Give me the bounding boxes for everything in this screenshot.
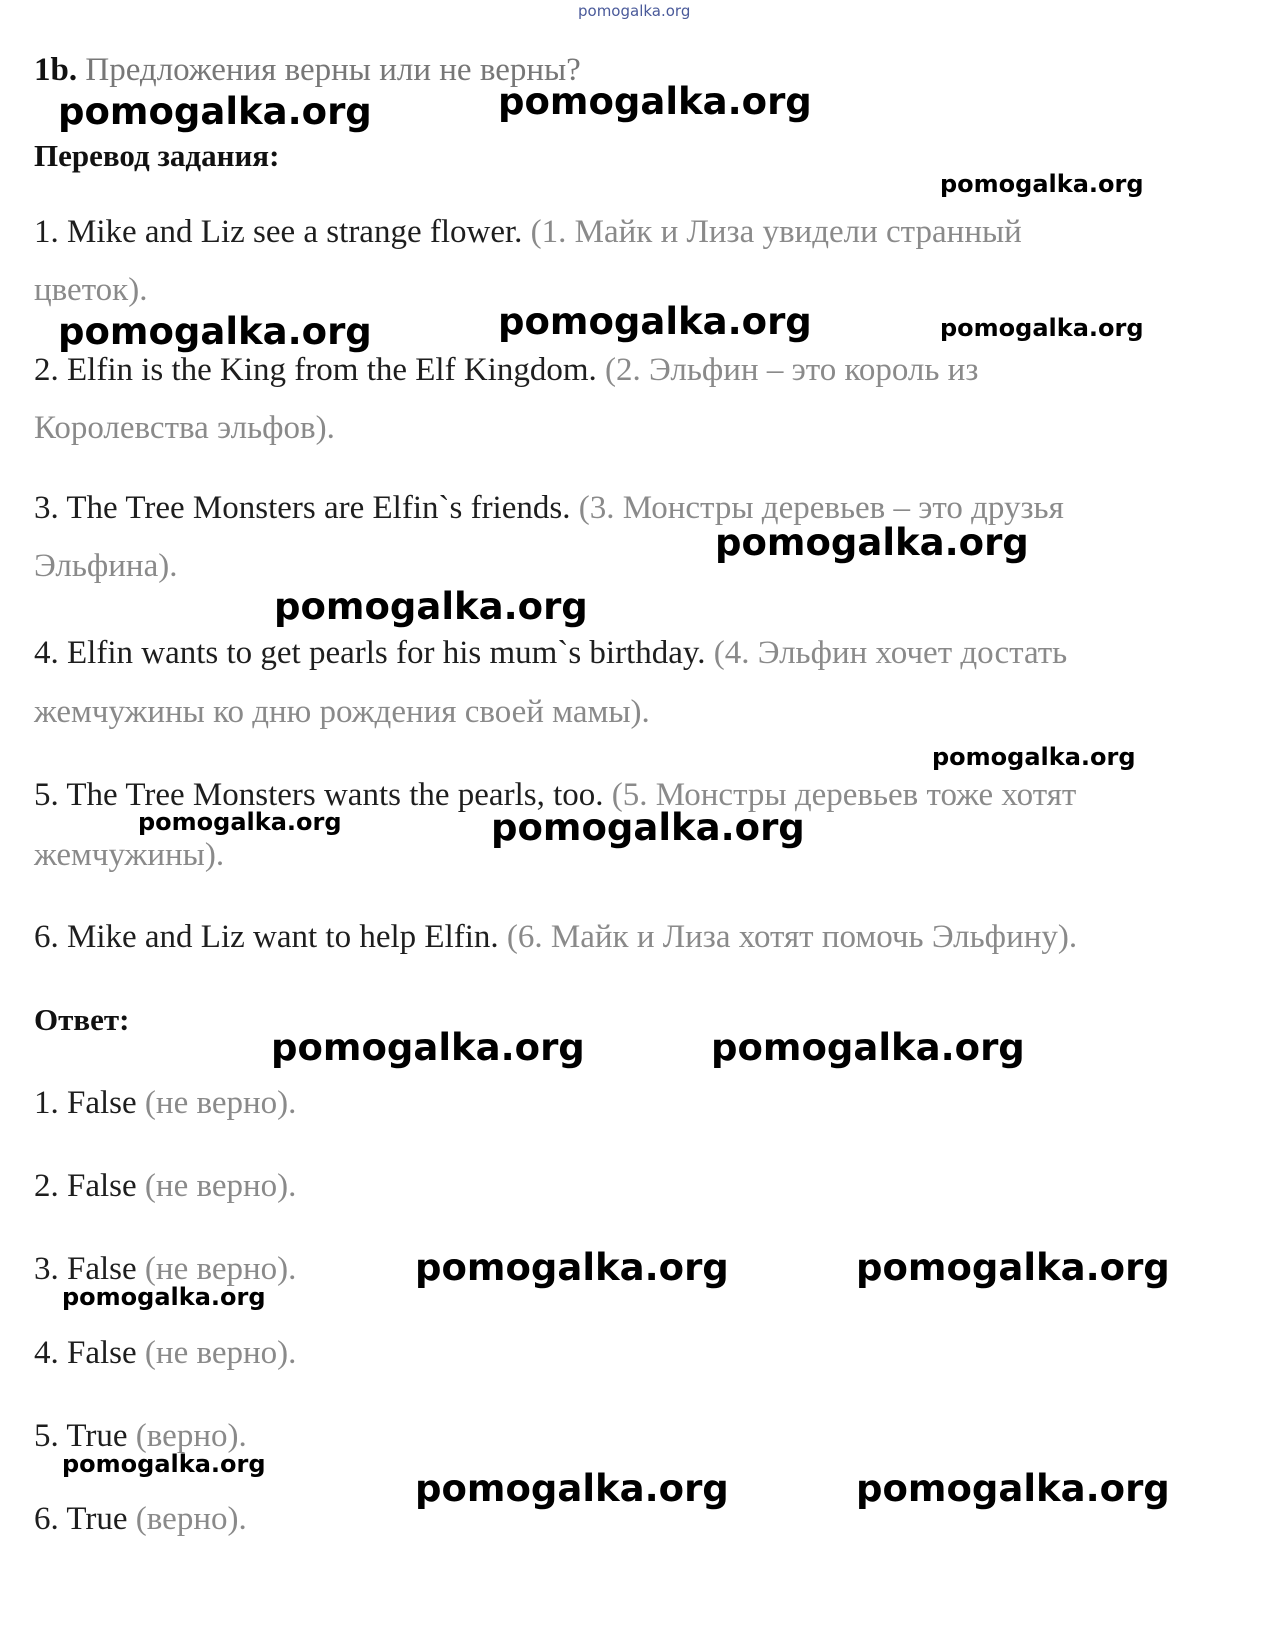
sentence-2-ru: (2. Эльфин – это король из [605,352,979,388]
sentence-5-ru-cont: жемчужины). [34,837,225,873]
watermark: pomogalka.org [715,521,1029,564]
sentence-6 [34,917,1077,957]
sentence-1-ru: (1. Майк и Лиза увидели странный [530,214,1022,250]
sentence-1-en: 1. Mike and Liz see a strange flower. [34,214,523,250]
answer-1-en: 1. False [34,1085,137,1121]
task-number: 1b. [34,52,78,88]
answer-5-ru: (верно). [135,1418,247,1454]
answer-1-ru: (не верно). [144,1085,297,1121]
sentence-4 [34,633,1067,673]
watermark: pomogalka.org [58,90,372,133]
watermark: pomogalka.org [274,585,588,628]
answer-2 [34,1166,296,1206]
sentence-5-ru: (5. Монстры деревьев тоже хотят [611,777,1077,813]
answer-4-en: 4. False [34,1335,137,1371]
watermark: pomogalka.org [856,1246,1170,1289]
watermark: pomogalka.org [711,1026,1025,1069]
watermark: pomogalka.org [940,170,1144,198]
sentence-2 [34,350,978,390]
sentence-3-ru: (3. Монстры деревьев – это друзья [578,490,1064,526]
sentence-3-en: 3. The Tree Monsters are Elfin`s friends. [34,490,571,526]
answer-heading: Ответ: [34,1002,130,1037]
watermark: pomogalka.org [58,310,372,353]
answer-1 [34,1083,296,1123]
sentence-6-en: 6. Mike and Liz want to help Elfin. [34,919,499,955]
watermark: pomogalka.org [415,1246,729,1289]
task-instruction: Предложения верны или не верны? [85,52,581,88]
answer-2-en: 2. False [34,1168,137,1204]
sentence-5-en: 5. The Tree Monsters wants the pearls, too. [34,777,604,813]
answer-2-ru: (не верно). [144,1168,297,1204]
header-watermark: pomogalka.org [578,2,691,20]
answer-3-en: 3. False [34,1251,137,1287]
answer-4 [34,1333,296,1373]
sentence-4-en: 4. Elfin wants to get pearls for his mum`s birthday. [34,635,706,671]
watermark: pomogalka.org [491,806,805,849]
sentence-1 [34,212,1022,252]
watermark: pomogalka.org [498,80,812,123]
sentence-4-ru: (4. Эльфин хочет достать [713,635,1068,671]
sentence-6-ru: (6. Майк и Лиза хотят помочь Эльфину). [506,919,1078,955]
answer-6-en: 6. True [34,1501,128,1537]
answer-3-ru: (не верно). [144,1251,297,1287]
sentence-4-ru-cont: жемчужины ко дню рождения своей мамы). [34,694,650,730]
answer-5-en: 5. True [34,1418,128,1454]
sentence-2-en: 2. Elfin is the King from the Elf Kingdom. [34,352,597,388]
watermark: pomogalka.org [271,1026,585,1069]
watermark: pomogalka.org [62,1450,266,1478]
watermark: pomogalka.org [138,808,342,836]
watermark: pomogalka.org [415,1467,729,1510]
sentence-3-ru-cont: Эльфина). [34,548,178,584]
sentence-2-ru-cont: Королевства эльфов). [34,410,335,446]
watermark: pomogalka.org [62,1283,266,1311]
answer-6 [34,1499,247,1539]
watermark: pomogalka.org [856,1467,1170,1510]
answer-4-ru: (не верно). [144,1335,297,1371]
watermark: pomogalka.org [498,300,812,343]
sentence-1-ru-cont: цветок). [34,272,148,308]
answer-6-ru: (верно). [135,1501,247,1537]
watermark: pomogalka.org [932,743,1136,771]
watermark: pomogalka.org [940,314,1144,342]
translation-heading: Перевод задания: [34,138,280,173]
